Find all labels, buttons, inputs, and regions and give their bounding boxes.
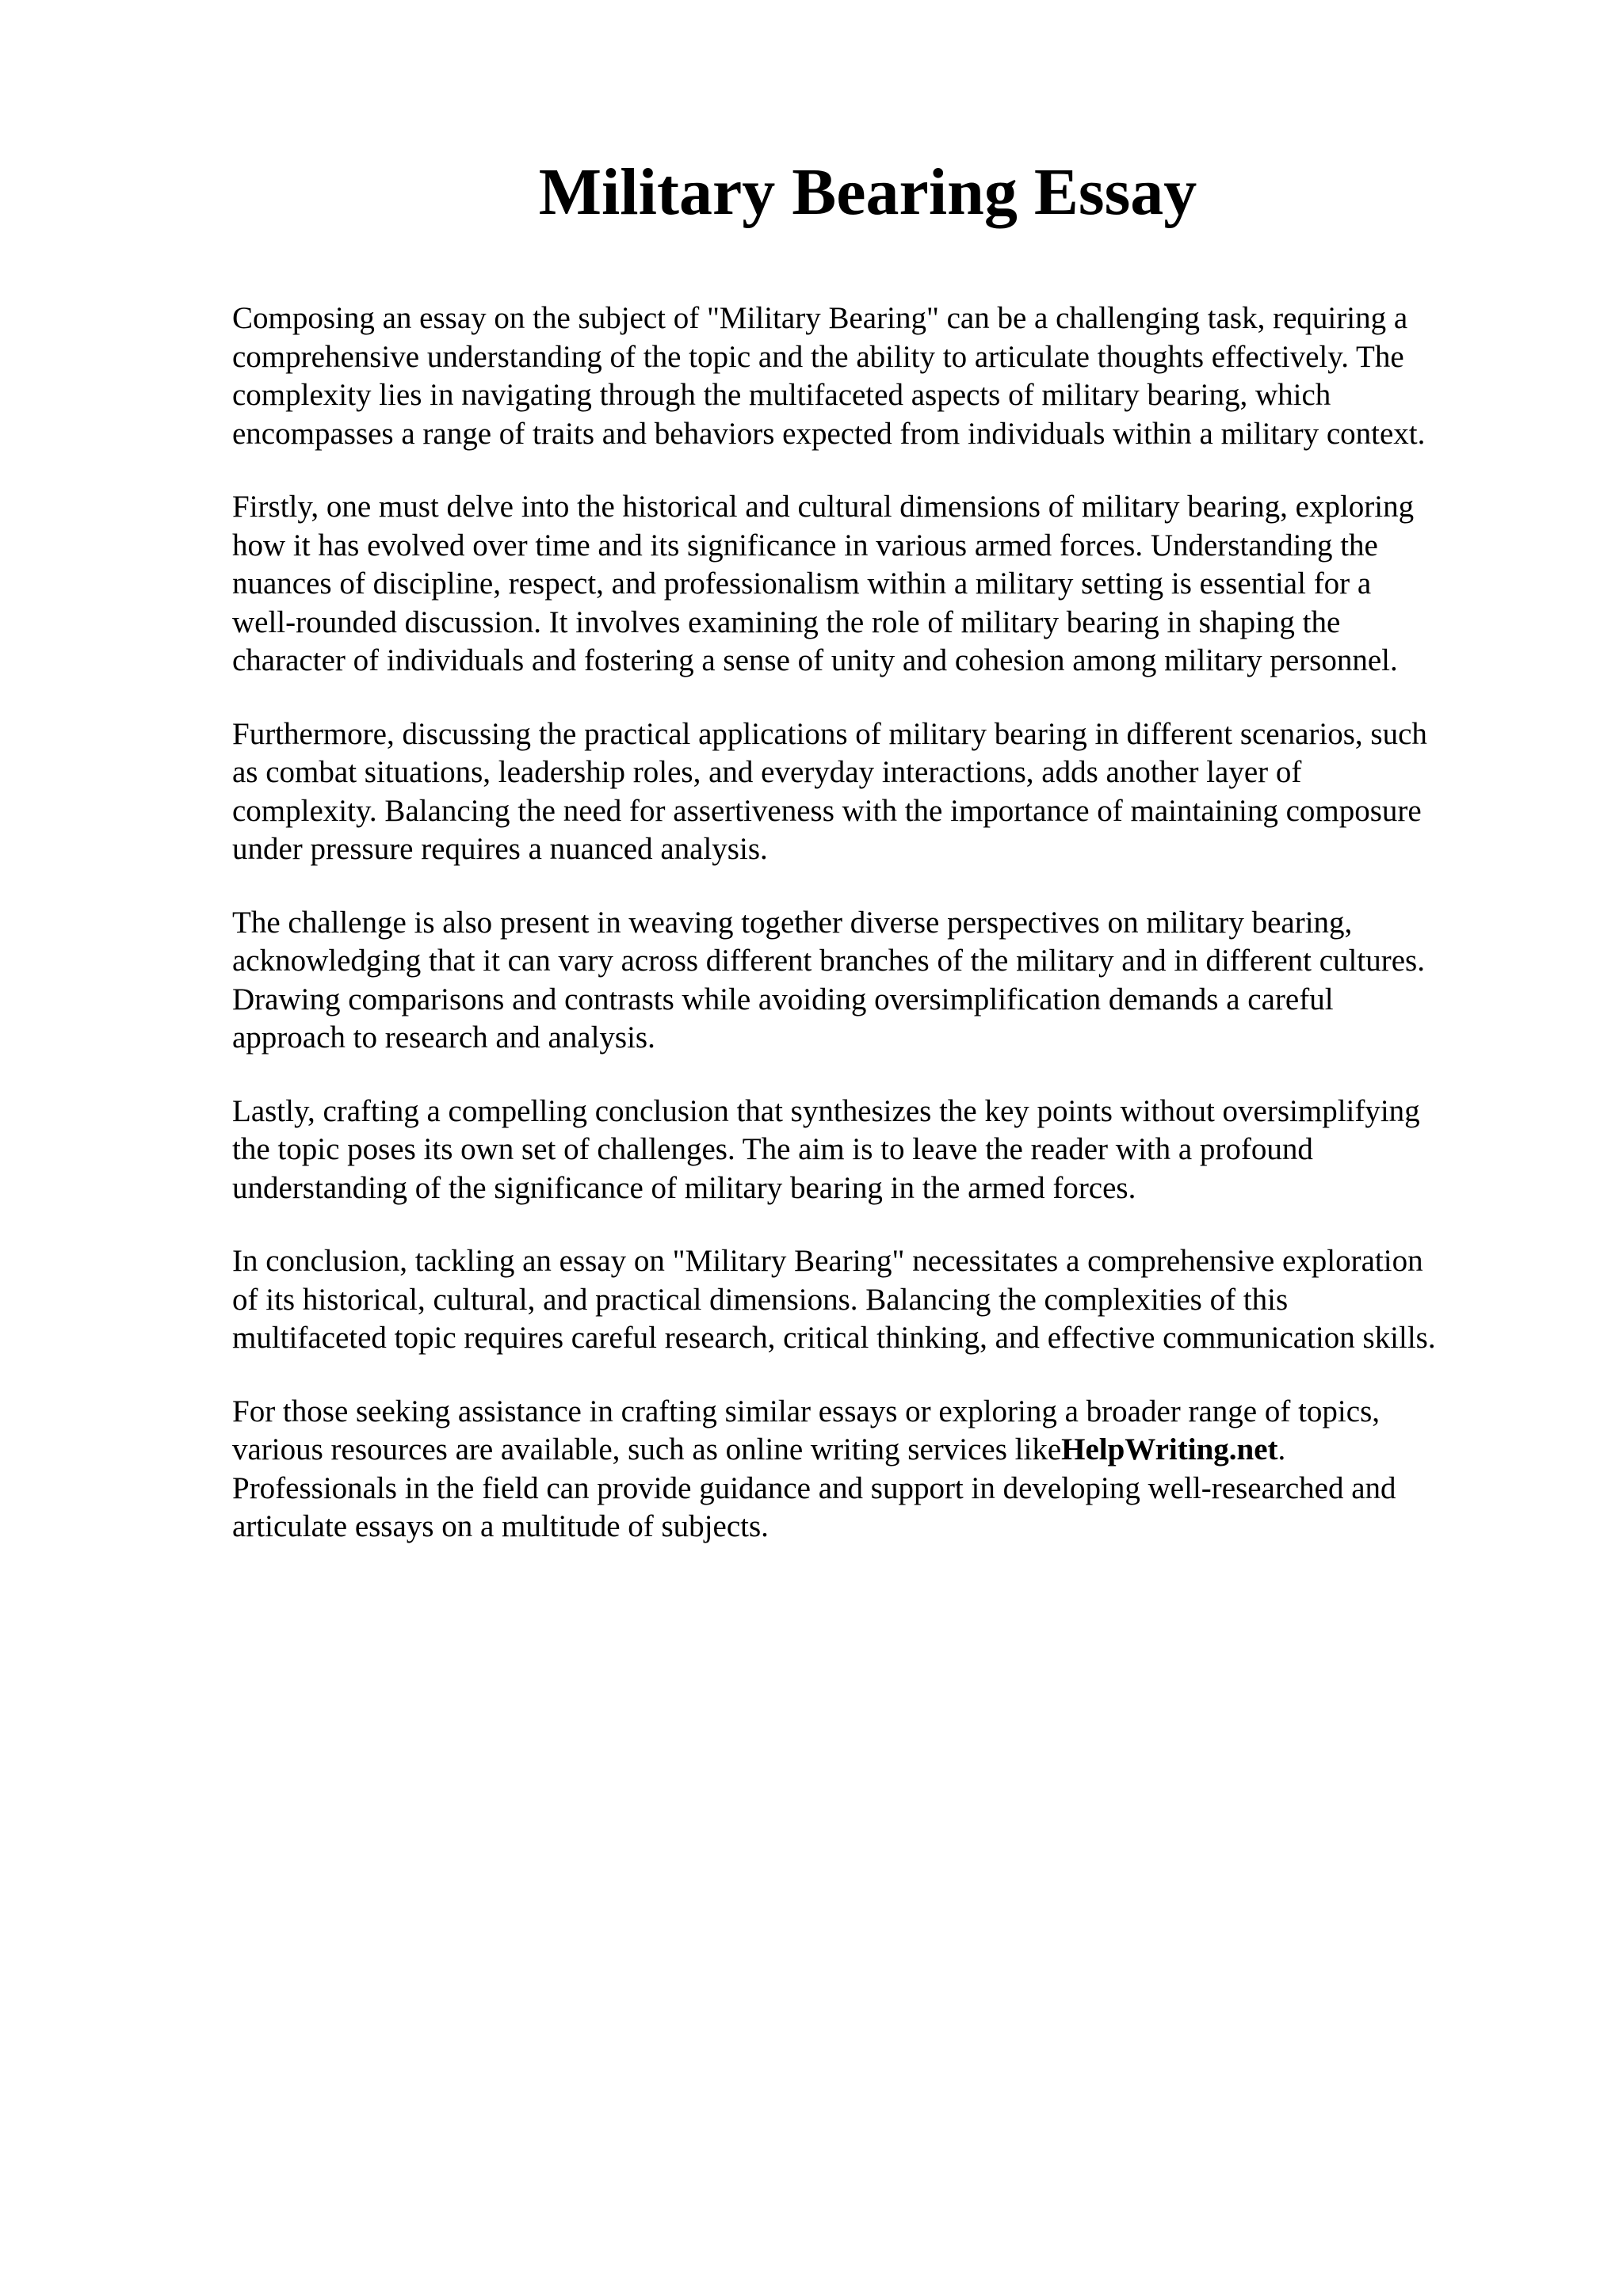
- text-line: Drawing comparisons and contrasts while avoiding oversimplification demands a careful: [232, 982, 1334, 1016]
- text-line: The challenge is also present in weaving together diverse perspectives on military bearing,: [232, 905, 1353, 940]
- essay-body: [232, 299, 1532, 1581]
- text-line: as combat situations, leadership roles, and everyday interactions, adds another layer of: [232, 755, 1302, 789]
- text-line: In conclusion, tackling an essay on "Military Bearing" necessitates a comprehensive exploration: [232, 1244, 1423, 1278]
- text-line: Firstly, one must delve into the historical and cultural dimensions of military bearing, exploring: [232, 490, 1415, 524]
- paragraph-4: [232, 904, 1532, 1058]
- text-line: how it has evolved over time and its significance in various armed forces. Understanding the: [232, 528, 1378, 563]
- text-line: comprehensive understanding of the topic and the ability to articulate thoughts effectively. The: [232, 339, 1404, 374]
- text-line: nuances of discipline, respect, and professionalism within a military setting is essential for a: [232, 566, 1372, 601]
- text-line: complexity lies in navigating through the multifaceted aspects of military bearing, which: [232, 378, 1331, 412]
- text-segment: various resources are available, such as online writing services like: [232, 1432, 1062, 1466]
- text-line: For those seeking assistance in crafting similar essays or exploring a broader range of topics,: [232, 1394, 1381, 1428]
- paragraph-7: [232, 1393, 1532, 1547]
- text-line: Composing an essay on the subject of "Military Bearing" can be a challenging task, requiring a: [232, 301, 1408, 335]
- text-line: Professionals in the field can provide guidance and support in developing well-researched and: [232, 1470, 1396, 1505]
- text-line: under pressure requires a nuanced analysis.: [232, 832, 768, 866]
- text-line: of its historical, cultural, and practical dimensions. Balancing the complexities of this: [232, 1282, 1289, 1317]
- text-line: approach to research and analysis.: [232, 1020, 655, 1055]
- paragraph-1: [232, 299, 1532, 453]
- paragraph-3: [232, 715, 1532, 869]
- paragraph-5: [232, 1093, 1532, 1208]
- text-line: well-rounded discussion. It involves examining the role of military bearing in shaping the: [232, 605, 1341, 639]
- text-line: multifaceted topic requires careful research, critical thinking, and effective communication skills.: [232, 1321, 1436, 1355]
- paragraph-2: [232, 488, 1532, 681]
- text-segment: .: [1277, 1432, 1286, 1466]
- text-line: acknowledging that it can vary across different branches of the military and in different cultures.: [232, 944, 1425, 978]
- text-line: the topic poses its own set of challenges. The aim is to leave the reader with a profound: [232, 1132, 1313, 1166]
- page-title: Military Bearing Essay: [538, 155, 1197, 229]
- text-line: Lastly, crafting a compelling conclusion that synthesizes the key points without oversimplifying: [232, 1093, 1420, 1128]
- text-line: complexity. Balancing the need for assertiveness with the importance of maintaining composure: [232, 793, 1422, 828]
- text-line: encompasses a range of traits and behaviors expected from individuals within a military context.: [232, 416, 1426, 451]
- helpwriting-link[interactable]: HelpWriting.net: [1061, 1432, 1278, 1466]
- text-line: Furthermore, discussing the practical applications of military bearing in different scenarios, such: [232, 716, 1427, 751]
- text-line: articulate essays on a multitude of subjects.: [232, 1509, 769, 1543]
- text-line: understanding of the significance of military bearing in the armed forces.: [232, 1170, 1136, 1205]
- text-line-with-link: [232, 1431, 1532, 1470]
- paragraph-6: [232, 1242, 1532, 1358]
- text-line: character of individuals and fostering a sense of unity and cohesion among military personnel.: [232, 643, 1398, 677]
